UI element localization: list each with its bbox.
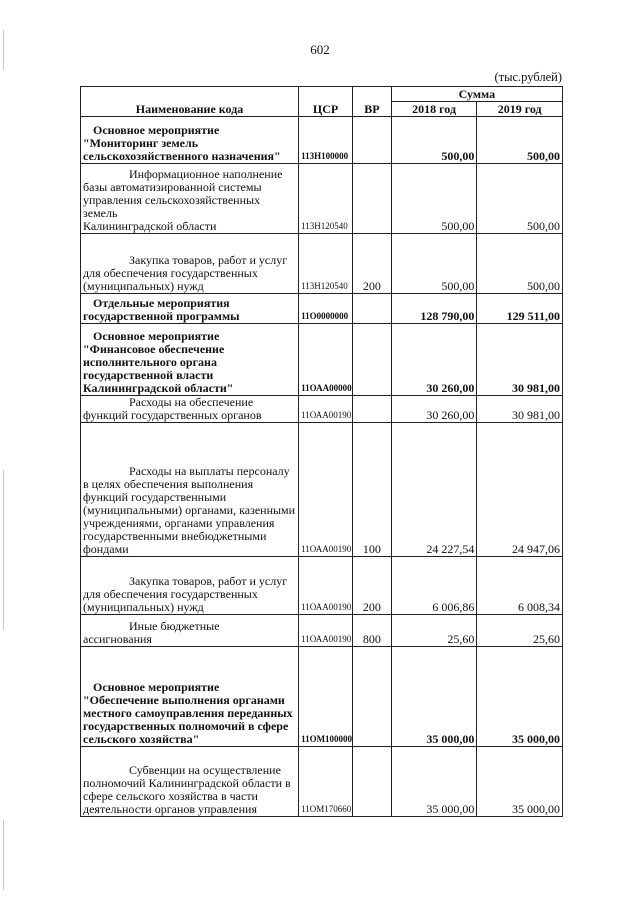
table-row <box>81 294 563 324</box>
row-vr: 200 <box>353 234 392 294</box>
row-csr: 11ОАА00190 <box>299 557 353 615</box>
row-name-line: Закупка товаров, работ и услуг <box>129 574 288 588</box>
row-sum-2019: 500,00 <box>477 117 563 164</box>
row-name-line: государственной власти <box>83 368 214 382</box>
row-name-line: фондами <box>83 542 129 556</box>
units-label: (тыс.рублей) <box>494 70 562 84</box>
row-name-line: ассигнования <box>83 632 152 646</box>
row-sum-2018: 35 000,00 <box>391 647 477 747</box>
row-name-line: Расходы на выплаты персоналу <box>129 464 290 478</box>
header-csr: ЦСР <box>299 87 353 117</box>
row-sum-2019: 129 511,00 <box>477 294 563 324</box>
row-vr <box>353 396 392 423</box>
row-vr <box>353 647 392 747</box>
row-vr <box>353 294 392 324</box>
row-csr: 113Н100000 <box>299 117 353 164</box>
row-name-line: Калининградской области <box>83 219 217 233</box>
row-name-line: местного самоуправления переданных <box>83 706 293 720</box>
row-name <box>81 423 299 557</box>
table-row <box>81 117 563 164</box>
row-sum-2019: 24 947,06 <box>477 423 563 557</box>
row-name-line: учреждениями, органами управления <box>83 516 275 530</box>
row-name-line: Основное мероприятие <box>93 680 220 694</box>
row-vr: 100 <box>353 423 392 557</box>
row-sum-2018: 30 260,00 <box>391 396 477 423</box>
row-sum-2019: 30 981,00 <box>477 396 563 423</box>
row-name-line: сельского хозяйства" <box>83 732 200 746</box>
row-name-line: сельскохозяйственного назначения" <box>83 149 281 163</box>
row-name <box>81 324 299 396</box>
header-year-2019: 2019 год <box>477 102 563 117</box>
margin-scan-line-3 <box>3 820 4 890</box>
table-row <box>81 647 563 747</box>
row-name <box>81 647 299 747</box>
row-sum-2019: 6 008,34 <box>477 557 563 615</box>
table-row <box>81 557 563 615</box>
row-vr: 200 <box>353 557 392 615</box>
header-vr: ВР <box>353 87 392 117</box>
row-csr: 11ОАА00190 <box>299 396 353 423</box>
row-name <box>81 615 299 647</box>
row-name-line: для обеспечения государственных <box>83 587 258 601</box>
table-row <box>81 324 563 396</box>
header-sum: Сумма <box>391 87 562 102</box>
row-sum-2019: 500,00 <box>477 234 563 294</box>
row-vr <box>353 747 392 817</box>
row-name-line: для обеспечения государственных <box>83 266 258 280</box>
page-number: 602 <box>310 42 330 57</box>
row-name-line: Иные бюджетные <box>129 619 220 633</box>
header-name: Наименование кода <box>81 87 299 117</box>
row-name-line: Основное мероприятие <box>93 329 220 343</box>
row-sum-2019: 25,60 <box>477 615 563 647</box>
row-vr: 800 <box>353 615 392 647</box>
row-sum-2018: 500,00 <box>391 164 477 234</box>
budget-table <box>80 86 563 817</box>
row-name-line: сфере сельского хозяйства в части <box>83 789 258 803</box>
row-sum-2018: 24 227,54 <box>391 423 477 557</box>
row-name <box>81 294 299 324</box>
row-name-line: Калининградской области" <box>83 381 234 395</box>
row-sum-2019: 500,00 <box>477 164 563 234</box>
row-name-line: функций государственных органов <box>83 408 262 422</box>
row-name <box>81 164 299 234</box>
row-csr: 11ОМ170660 <box>299 747 353 817</box>
row-name <box>81 117 299 164</box>
row-sum-2018: 6 006,86 <box>391 557 477 615</box>
table-row <box>81 164 563 234</box>
row-name-line: функций государственными <box>83 490 227 504</box>
row-vr <box>353 164 392 234</box>
row-name-line: государственными внебюджетными <box>83 529 267 543</box>
row-name-line: исполнительного органа <box>83 355 217 369</box>
margin-scan-line-2 <box>3 470 4 630</box>
row-sum-2019: 35 000,00 <box>477 747 563 817</box>
row-name-line: "Обеспечение выполнения органами <box>83 693 285 707</box>
header-year-2018: 2018 год <box>391 102 477 117</box>
row-name-line: государственных полномочий в сфере <box>83 719 289 733</box>
row-name-line: управления сельскохозяйственных земель <box>83 193 261 220</box>
row-name-line: полномочий Калининградской области в <box>83 776 291 790</box>
row-name-line: базы автоматизированной системы <box>83 180 262 194</box>
row-name-line: Основное мероприятие <box>93 123 220 137</box>
row-sum-2019: 35 000,00 <box>477 647 563 747</box>
row-sum-2018: 500,00 <box>391 117 477 164</box>
row-sum-2018: 35 000,00 <box>391 747 477 817</box>
table-row <box>81 423 563 557</box>
row-name <box>81 234 299 294</box>
row-name-line: "Мониторинг земель <box>83 136 199 150</box>
row-name-line: в целях обеспечения выполнения <box>83 477 254 491</box>
row-vr <box>353 324 392 396</box>
row-name-line: (муниципальных) нужд <box>83 600 204 614</box>
header-row-top <box>81 87 563 102</box>
row-name-line: деятельности органов управления <box>83 802 257 816</box>
table-row <box>81 615 563 647</box>
row-name-line: (муниципальных) нужд <box>83 279 204 293</box>
table-body <box>81 117 563 817</box>
row-name-line: Информационное наполнение <box>129 167 283 181</box>
row-name-line: государственной программы <box>83 309 240 323</box>
row-csr: 11ОАА00000 <box>299 324 353 396</box>
row-csr: 11ОАА00190 <box>299 615 353 647</box>
row-vr <box>353 117 392 164</box>
row-name-line: Отдельные мероприятия <box>93 296 230 310</box>
row-name <box>81 747 299 817</box>
row-name <box>81 557 299 615</box>
row-sum-2018: 128 790,00 <box>391 294 477 324</box>
row-name-line: "Финансовое обеспечение <box>83 342 225 356</box>
row-csr: 11О0000000 <box>299 294 353 324</box>
row-sum-2018: 30 260,00 <box>391 324 477 396</box>
row-name <box>81 396 299 423</box>
table-row <box>81 396 563 423</box>
row-name-line: Расходы на обеспечение <box>129 395 254 409</box>
row-sum-2018: 500,00 <box>391 234 477 294</box>
row-sum-2018: 25,60 <box>391 615 477 647</box>
row-csr: 113Н120540 <box>299 234 353 294</box>
row-csr: 11ОМ100000 <box>299 647 353 747</box>
row-name-line: Субвенции на осуществление <box>129 763 281 777</box>
row-name-line: (муниципальными) органами, казенными <box>83 503 296 517</box>
row-name-line: Закупка товаров, работ и услуг <box>129 253 288 267</box>
row-csr: 11ОАА00190 <box>299 423 353 557</box>
table-row <box>81 747 563 817</box>
table-row <box>81 234 563 294</box>
row-csr: 113Н120540 <box>299 164 353 234</box>
row-sum-2019: 30 981,00 <box>477 324 563 396</box>
